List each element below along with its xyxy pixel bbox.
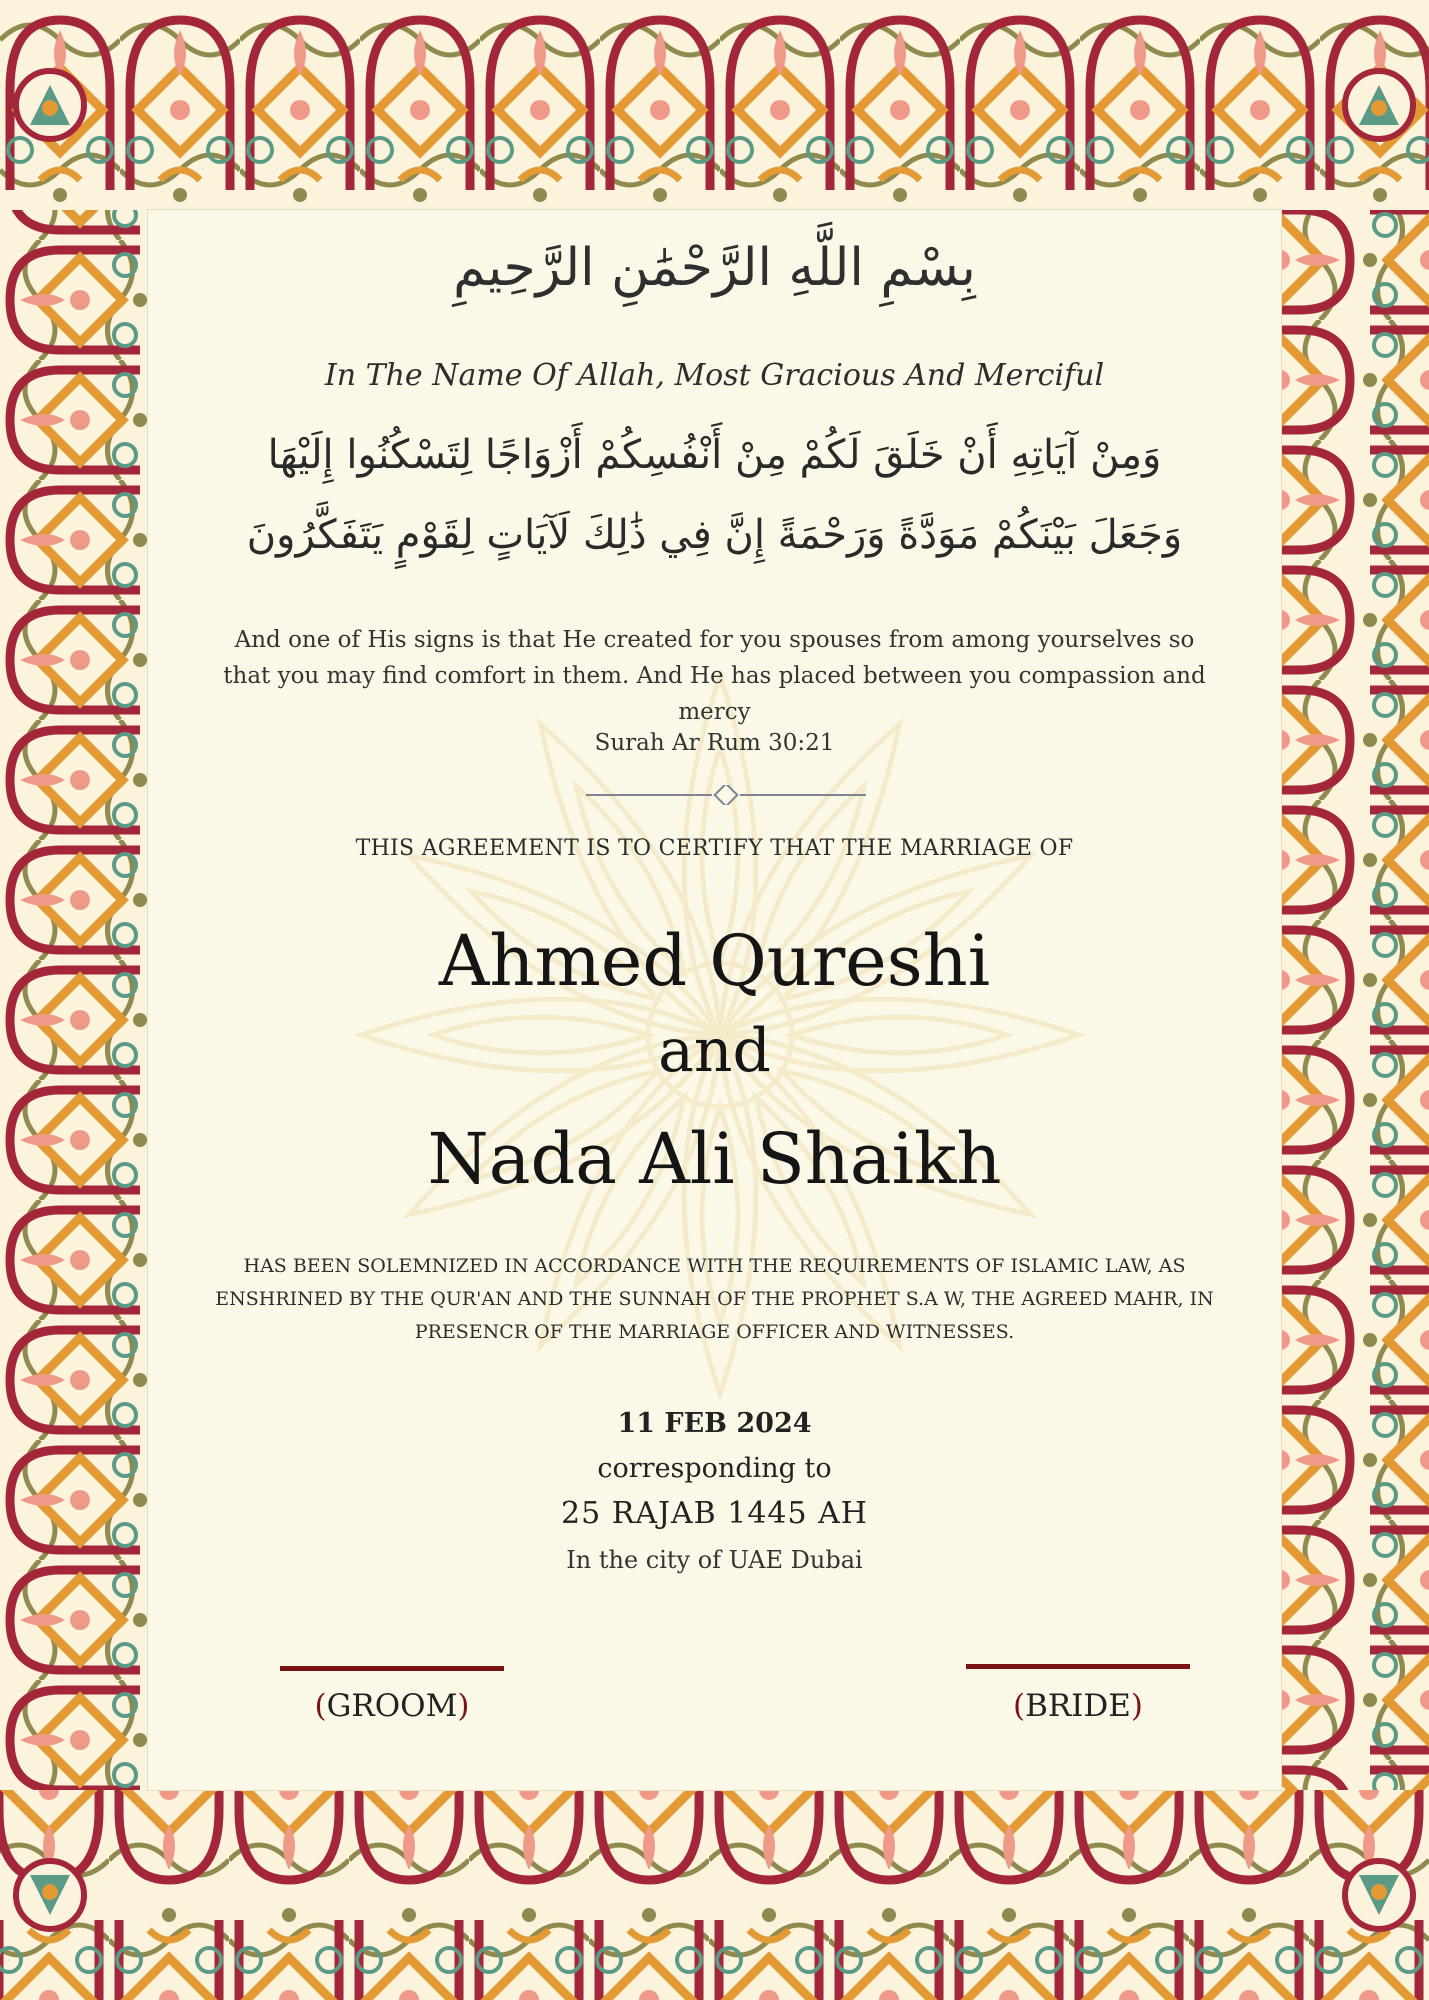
bride-label-text: BRIDE [1025, 1688, 1131, 1724]
certificate-content [148, 210, 1281, 1790]
groom-signature-label [280, 1688, 504, 1724]
corner-ornament-top-left [16, 71, 84, 139]
bride-label-open-paren: ( [1012, 1688, 1026, 1724]
groom-label-text: GROOM [326, 1688, 458, 1724]
corner-ornament-bottom-right [1345, 1861, 1413, 1929]
verse-reference: Surah Ar Rum 30:21 [594, 730, 835, 756]
hijri-date: 25 RAJAB 1445 AH [561, 1496, 868, 1531]
groom-label-open-paren: ( [314, 1688, 327, 1724]
bride-signature-label [966, 1688, 1190, 1724]
bride-signature-line [966, 1664, 1190, 1669]
bride-name: Nada Ali Shaikh [427, 1118, 1002, 1200]
groom-name: Ahmed Qureshi [438, 920, 991, 1002]
verse-translation: And one of His signs is that He created for you spouses from among yourselves so that you may find comfort in them. And He has placed between you compassion and mercy [223, 627, 1206, 725]
certify-statement: THIS AGREEMENT IS TO CERTIFY THAT THE MARRIAGE OF [355, 836, 1074, 861]
conjunction-and: and [658, 1016, 771, 1086]
corner-ornament-top-right [1345, 71, 1413, 139]
city-text: In the city of UAE Dubai [566, 1546, 863, 1574]
groom-signature-line [280, 1666, 504, 1671]
verse-arabic-line-1: وَمِنْ آيَاتِهِ أَنْ خَلَقَ لَكُمْ مِنْ أَنْفُسِكُمْ أَزْوَاجًا لِتَسْكُنُوا إِلَيْهَا [267, 432, 1162, 478]
groom-label-close-paren: ) [457, 1688, 470, 1724]
diamond-divider [586, 785, 866, 805]
bride-label-close-paren: ) [1130, 1688, 1144, 1724]
bismillah-calligraphy: بِسْمِ اللَّهِ الرَّحْمَٰنِ الرَّحِيمِ [453, 238, 976, 298]
gregorian-date: 11 FEB 2024 [617, 1408, 812, 1439]
solemnization-statement: HAS BEEN SOLEMNIZED IN ACCORDANCE WITH THE REQUIREMENTS OF ISLAMIC LAW, AS ENSHRINED BY THE QUR'AN AND THE SUNNAH OF THE PROPHET S.A W, THE AGREED MAHR, IN PRESENCR OF THE MARRIAGE OFFICER AND WITNESSES. [215, 1255, 1214, 1343]
verse-arabic-line-2: وَجَعَلَ بَيْنَكُمْ مَوَدَّةً وَرَحْمَةً إِنَّ فِي ذَٰلِكَ لَآيَاتٍ لِقَوْمٍ يَتَفَكَّرُونَ [246, 512, 1183, 558]
corresponding-to-text: corresponding to [597, 1453, 832, 1484]
bismillah-translation: In The Name Of Allah, Most Gracious And Merciful [324, 358, 1105, 393]
corner-ornament-bottom-left [16, 1861, 84, 1929]
